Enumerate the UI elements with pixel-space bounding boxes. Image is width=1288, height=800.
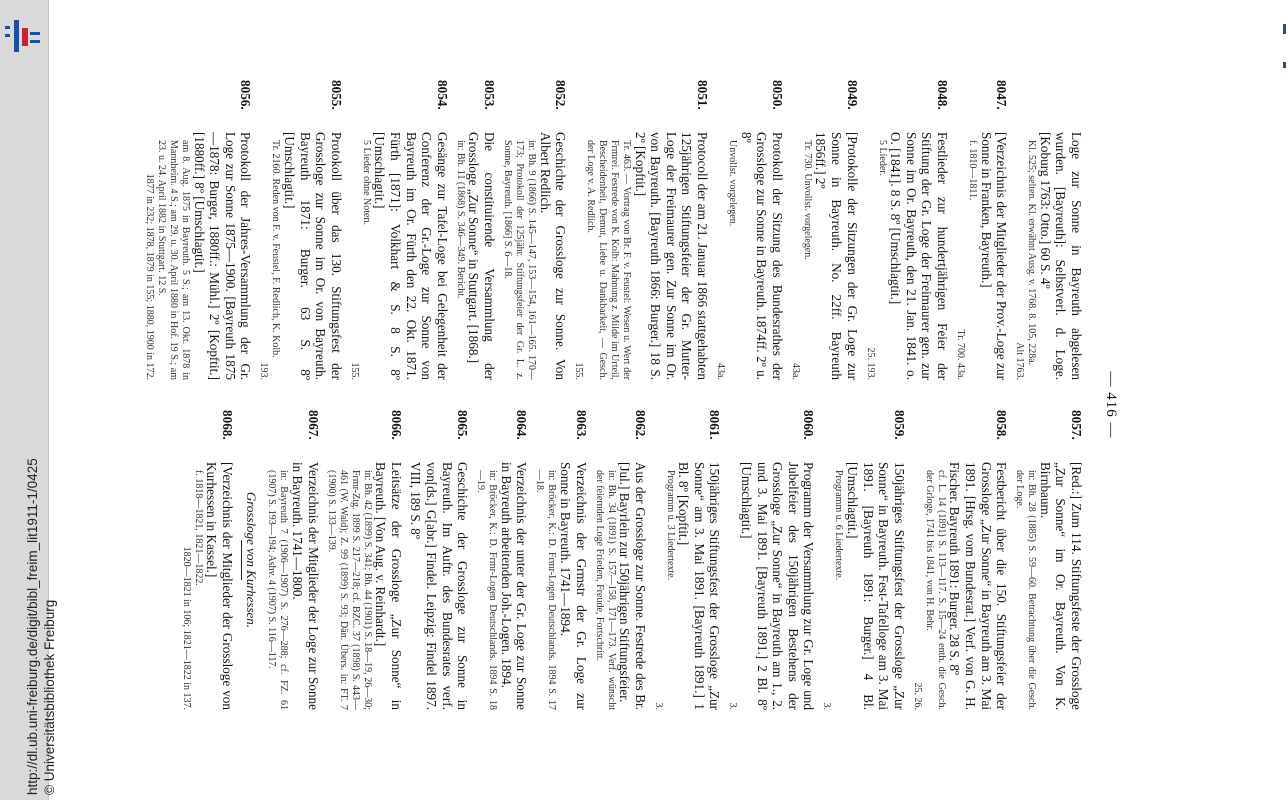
entry-text: 150jähriges Stiftungsfest der Grossloge „Zur Sonne“ in Bayreuth. Fest-Tafelloge am 3. Mai 1891. [Bayreuth 1891: Burger.] 4 Bl. [Umschlagtit.] — [845, 462, 907, 710]
viewer-sidebar — [0, 0, 57, 800]
entry-text: Festlieder zur hundertjährigen Feier der Stiftung der Gr. Loge der Freimaurer gen. zur Sonne im Or. Bayreuth, den 21. Jan. 1841. o. O. [1841]. 8 S. 8º [Umschlagtit.] — [888, 132, 951, 380]
entry-note: Tr. 2160. Reden von F. v. Feustel, F. Redlich, K. Kolb. — [270, 140, 282, 358]
entry-reference: 3. — [727, 702, 739, 710]
entry-text: 150jähriges Stiftungsfest der Grossloge „Zur Sonne“ am 3. Mai 1891. [Bayreuth 1891.] 1 Bl. 8º [Kopftit.] — [676, 462, 723, 710]
entry-text: [Verzeichnis der Mitglieder der Prov.-Loge zur Sonne in Franken, Bayreuth.] — [978, 132, 1010, 380]
entry-number: 8059. — [891, 410, 907, 440]
bibliography-entry — [864, 80, 950, 380]
entry-number: 8049. — [844, 80, 860, 110]
bibliography-entry — [143, 80, 253, 380]
entry-number: 8068. — [219, 410, 235, 440]
entry-note: in: Bh. 11 (1868) S. 346—349. Bericht. — [454, 140, 466, 299]
entry-note: 5 Lieder ohne Noten. — [360, 140, 372, 225]
entry-note: in: Bh. 28 (1885) S. 59—60. Betrachtung über die Gesch. der Loge. — [1014, 470, 1038, 710]
bibliography-entry — [789, 80, 860, 380]
entry-note: 5 Lieder. — [876, 140, 888, 176]
entry-reference: 25. 26. — [911, 682, 923, 710]
entry-reference: 155. — [348, 362, 360, 380]
section-heading: Grossloge von Kurhessen. — [244, 491, 260, 629]
copyright-notice: © Universitätsbibliothek Freiburg — [42, 599, 57, 795]
bibliography-entry — [727, 410, 817, 710]
entry-text: Verzeichnis der Mitglieder der Loge zur Sonne in Bayreuth. 1741—1800. — [290, 462, 321, 710]
section-divider — [241, 540, 242, 580]
entry-note: Kl. 525; selten. Kl. erwähnt Ausg. v. 1768. 8. 105, 228a. — [1026, 140, 1038, 366]
entry-number: 8048. — [935, 80, 951, 110]
right-edge-strip — [1278, 0, 1288, 800]
entry-note: Tr. 463. — Vortrag von Br. F. v. Feustel: Wesen u. Wert der Frmrei. Festrede von K. Kolb: Mahnung z. Milde im Urteil, Bescheidenheit, Demut, Liebe u. Dankbarkeit, — Gesch. der Loge v. A. Redlich. — [585, 140, 633, 380]
sidebar-caption — [24, 458, 58, 795]
entry-note: f. 1818—1821, 1821—1822. — [192, 470, 204, 586]
entry-number: 8054. — [434, 80, 450, 110]
entry-number: 8067. — [305, 410, 321, 440]
bibliography-entry — [954, 80, 1009, 380]
entry-note: Tr. 730. Unvollst. vorgelegen. — [801, 140, 813, 260]
edge-marker — [1283, 24, 1286, 34]
entry-text: Leitsätze der Grossloge „Zur Sonne“ in Bayreuth. [Von Aug. v. Reinhardt.] — [373, 462, 404, 710]
entry-text: Programm der Versammlung zur Gr. Loge und Jubelfeier des 150jährigen Bestehens der Grossloge „Zur Sonne“ in Bayreuth am 1., 2. und 3. Mai 1891. [Bayreuth 1891.] 2 Bl. 8º [Umschlagtit.] — [739, 462, 817, 710]
bibliography-entry — [325, 410, 404, 710]
entry-note: cf. L. 14 (1891) S. 113—117. S. 15—24 enth. die Gesch. der Grloge, 1741 bis 1841, von H. Behr. — [923, 470, 947, 710]
entry-number: 8053. — [481, 80, 497, 110]
bibliography-entry — [454, 80, 497, 380]
entry-number: 8061. — [707, 410, 723, 440]
entry-text: Die constituirende Versammlung der Grossloge „Zur Sonne“ in Stuttgart. [1868.] — [466, 132, 497, 380]
entry-reference: 43a. — [715, 363, 727, 380]
entry-note: in: Bh. 42 (1899) S. 341; Bh. 44 (1901) S. 18—19, 26—30; Frmr-Ztg. 1899 S. 217—218; cf. BZC. 37 (1898) S. 443—461 (W. Wald); Z. 99 (1899) S. 93; Dän. Übers. in: FT. 7 (1900) S. 133—139. — [325, 470, 373, 710]
entry-number: 8057. — [1069, 410, 1084, 440]
entry-reference: 155. — [573, 362, 585, 380]
entry-reference: Alt 1763. — [1014, 342, 1026, 380]
entry-text: [Protokolle der Sitzungen der Gr. Loge zur Sonne in Bayreuth. No. 22ff. Bayreuth 1856ff.] 2º — [813, 132, 860, 380]
entry-text: Geschichte der Grossloge zur Sonne. Von Albert Redlich. — [537, 132, 569, 380]
bibliography-entry — [572, 80, 710, 380]
entry-text: Protokoll der Jahres-Versammlung der Gr. Loge zur Sonne 1875—1900. [Bayreuth 1875—1878: Burger, 1880ff.: Mühl.] 2º [Kopftit.] [1880ff.] 8º [Umschlagtit.] — [191, 132, 254, 380]
entry-reference: Tr. 700. 43a. — [955, 329, 967, 380]
bibliography-entry — [180, 410, 235, 710]
entry-number: 8051. — [695, 80, 711, 110]
entry-text: Protocoll der am 21. Januar 1866 stattgehabten 125jährigen Stiftungsfeier der Gr. Mutter-Loge der Freimaurer gen. Zur Sonne im Or. von Bayreuth. [Bayreuth 1866: Burger.] 18 S. 2º [Kopftit.] — [632, 132, 711, 380]
bibliography-entry — [257, 80, 343, 380]
entry-text: Festbericht über die 150. Stiftungsfeier der Grossloge „Zur Sonne“ in Bayreuth am 3. Mai 1891. [Hrsg. vom Bundesrat.] Verf. von G. H. Fischer. Bayreuth 1891: Burger. 28 S. 8º — [947, 462, 1010, 710]
entry-text: Gesänge zur Tafel-Loge bei Gelegenheit der Conferenz der Gr.-Loge zur Sonne von Bayreuth im Or. Fürth den 22. Okt. 1871. Fürth [1871]: Volkhart & S. 8 S. 8º [Umschlagtit.] — [372, 132, 450, 380]
entry-number: 8063. — [573, 410, 589, 440]
entry-number: 8050. — [769, 80, 785, 110]
document-url[interactable]: http://dl.ub.uni-freiburg.de/digit/bibl_freim_lit1911-1/0425 — [25, 458, 40, 795]
entry-text: Loge zur Sonne in Bayreuth abgelesen wurden. [Bayreuth]: Selbstverl. d. Loge. [Koburg 1763: Otto.] 60 S. 4º — [1037, 132, 1084, 380]
entry-number: 8064. — [514, 410, 530, 440]
bibliography-entry — [652, 410, 723, 710]
entry-note: am 8. Aug. 1875 in Bayreuth. 5 S.; am 13. Okt. 1878 in Mannheim. 4 S.; am 29. u. 30. April 1880 in Hof. 19 S.; am 23. u. 24. April 1882 in Stuttgart. 12 S. — [156, 140, 192, 380]
entry-note: in: Bh. 34 (1891) S. 157—158, 171—173. Verf. wünscht der feiernden Loge Frieden, Freude, Fortschritt. — [593, 470, 617, 710]
bibliography-entry — [911, 410, 1009, 710]
entry-reference: 3. — [652, 702, 664, 710]
entry-note: Programm u. 3 Liedertexte. — [664, 470, 676, 581]
bibliography-entry — [474, 410, 529, 710]
entry-text: [Verzeichnis der Mitglieder der Grossloge von Kurhessen in Kassel.] — [204, 462, 235, 710]
entry-text: Geschichte der Grossloge zur Sonne in Bayreuth. Im Auftr. des Bundesrates verf. von[ds.] G[abr.] Findel. Leipzig: Findel 1897. VIII, 189 S. 8º — [408, 462, 471, 710]
bibliography-entry — [593, 410, 648, 710]
entry-number: 8065. — [455, 410, 471, 440]
bibliography-entry — [265, 410, 320, 710]
bibliography-entry — [408, 410, 470, 710]
entry-reference: 1877 in 232; 1878, 1879 in 155; 1880, 1900 in 172. — [144, 173, 156, 380]
entry-text: Verzeichnis der Grmstr der Gr. Loge zur Sonne in Bayreuth. 1741—1894. — [557, 462, 589, 710]
entry-number: 8056. — [238, 80, 254, 110]
entry-number: 8047. — [994, 80, 1010, 110]
entry-text: Aus der Grossloge zur Sonne. Festrede des Br. [Jul.] Bayrlein zur 150jährigen Stiftungsfeier. — [617, 462, 648, 710]
entry-note: f. 1810—1811. — [967, 140, 979, 201]
edge-marker — [1283, 62, 1286, 68]
entry-text: Verzeichnis der unter der Gr. Loge zur Sonne in Bayreuth arbeitenden Joh.-Logen. 1894. — [498, 462, 530, 710]
left-column — [139, 80, 1084, 380]
entry-reference: 25. 193. — [864, 347, 876, 380]
bibliography-entry — [714, 80, 785, 380]
entry-reference: 1820—1821 in 106; 1821—1822 in 137. — [180, 546, 192, 710]
entry-number: 8060. — [801, 410, 817, 440]
entry-note: Unvollst. vorgelegen. — [727, 140, 739, 227]
entry-number: 8066. — [388, 410, 404, 440]
entry-number: 8058. — [994, 410, 1010, 440]
bibliography-entry — [820, 410, 906, 710]
entry-note: in: Bh. 9 (1866) S. 145—147, 153—154, 161—165. 170—173; Protokoll der 125jähr. Stiftungsfeier der Gr. L. z. Sonne, Bayreuth. [1866] S. 6—18. — [501, 140, 537, 380]
page-number: — 416 — — [1103, 371, 1119, 439]
right-column — [176, 410, 1084, 710]
entry-reference: 3. — [821, 702, 833, 710]
entry-note: Programm u. 6 Liedertexte. — [833, 470, 845, 581]
bibliography-entry — [533, 410, 588, 710]
bibliography-entry — [348, 80, 450, 380]
entry-note: in: Bröcker, K.: D. Frmr-Logen Deutschlands. 1894 S. 18—19. — [475, 470, 499, 710]
bibliography-entry — [1013, 80, 1084, 380]
entry-text: Protokoll der Sitzung des Bundesrathes der Grossloge zur Sonne in Bayreuth. 1874ff. 2º u. 8º — [738, 132, 785, 380]
entry-text: Protokoll über das 130. Stiftungsfest der Grossloge zur Sonne im Or. von Bayreuth. Bayreuth 1871: Burger. 63 S. 8º [Umschlagtit.] — [282, 132, 344, 380]
entry-text: [Red.:] Zum 114. Stiftungsfeste der Grossloge „Zur Sonne“ im Or. Bayreuth. Von K. Birnbaum. — [1037, 462, 1084, 710]
entry-note: in: Bröcker, K.: D. Frmr-Logen Deutschlands. 1894 S. 17—18. — [534, 470, 558, 710]
entry-number: 8055. — [328, 80, 344, 110]
entry-note: in: Bayreuth 7 (1906—1907) S. 276—288; cf. FZ. 61 (1907) S. 193—194; Ashv. 4 (1907) S. 116—117. — [266, 470, 290, 710]
bibliography-entry — [501, 80, 568, 380]
entry-reference: 193. — [258, 362, 270, 380]
entry-reference: 43a. — [789, 363, 801, 380]
bibliography-entry — [1013, 410, 1084, 710]
entry-number: 8062. — [632, 410, 648, 440]
scanned-page — [144, 80, 1119, 730]
entry-number: 8052. — [553, 80, 569, 110]
